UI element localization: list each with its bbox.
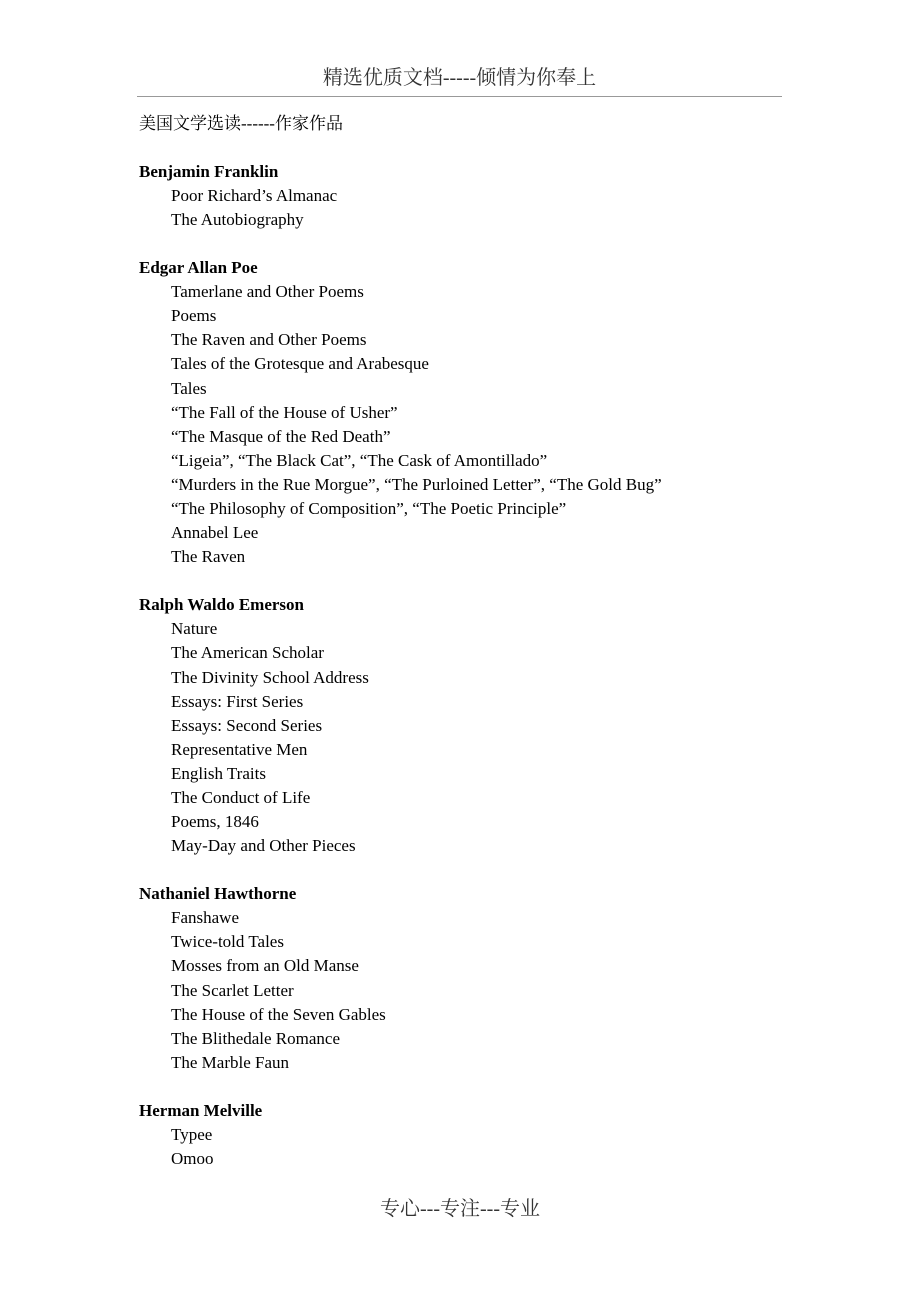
author-section [139,1099,779,1171]
work-title: The American Scholar [171,643,324,663]
work-title: The Raven and Other Poems [171,330,367,350]
page-footer: 专心---专注---专业 [380,1198,540,1220]
work-title: Fanshawe [171,908,239,928]
work-title: “The Masque of the Red Death” [171,426,391,446]
work-title: Twice-told Tales [171,932,284,952]
work-title: “The Fall of the House of Usher” [171,402,398,422]
work-title: Tales of the Grotesque and Arabesque [171,354,429,374]
page-header: 精选优质文档-----倾情为你奉上 [137,60,782,97]
work-list [139,280,779,569]
work-title: Mosses from an Old Manse [171,956,359,976]
work-title: Typee [171,1124,213,1144]
work-list [139,906,779,1075]
work-list [139,1123,779,1171]
work-title: May-Day and Other Pieces [171,836,356,856]
work-title: Annabel Lee [171,523,259,543]
author-section [139,256,779,569]
work-title: Tamerlane and Other Poems [171,282,364,302]
work-title: Representative Men [171,739,308,759]
author-name: Herman Melville [139,1100,263,1120]
work-title: Tales [171,378,207,398]
document-title: 美国文学选读------作家作品 [139,114,343,133]
work-title: The Autobiography [171,210,304,230]
work-title: “The Philosophy of Composition”, “The Poetic Principle” [171,499,567,519]
work-title: Omoo [171,1149,214,1168]
work-title: Poems, 1846 [171,812,259,832]
work-title: The Marble Faun [171,1052,290,1072]
author-section [139,160,779,232]
work-title: The Divinity School Address [171,667,369,687]
work-title: The Scarlet Letter [171,980,294,1000]
work-title: Nature [171,619,218,639]
author-section [139,882,779,1075]
work-title: Essays: Second Series [171,715,323,735]
work-title: The Blithedale Romance [171,1028,340,1048]
author-name: Benjamin Franklin [139,162,279,181]
author-section [139,593,779,858]
author-name: Ralph Waldo Emerson [139,595,305,615]
work-title: “Ligeia”, “The Black Cat”, “The Cask of Amontillado” [171,450,548,470]
work-title: Poor Richard’s Almanac [171,186,338,205]
work-title: “Murders in the Rue Morgue”, “The Purloined Letter”, “The Gold Bug” [171,474,662,494]
work-list [139,617,779,858]
work-title: The House of the Seven Gables [171,1004,386,1024]
work-list [139,184,779,232]
author-name: Nathaniel Hawthorne [139,884,297,904]
work-title: Poems [171,306,217,326]
author-name: Edgar Allan Poe [139,258,258,278]
work-title: Essays: First Series [171,691,304,711]
author-list [139,160,779,1195]
work-title: English Traits [171,763,266,783]
work-title: The Raven [171,547,246,567]
work-title: The Conduct of Life [171,787,311,807]
